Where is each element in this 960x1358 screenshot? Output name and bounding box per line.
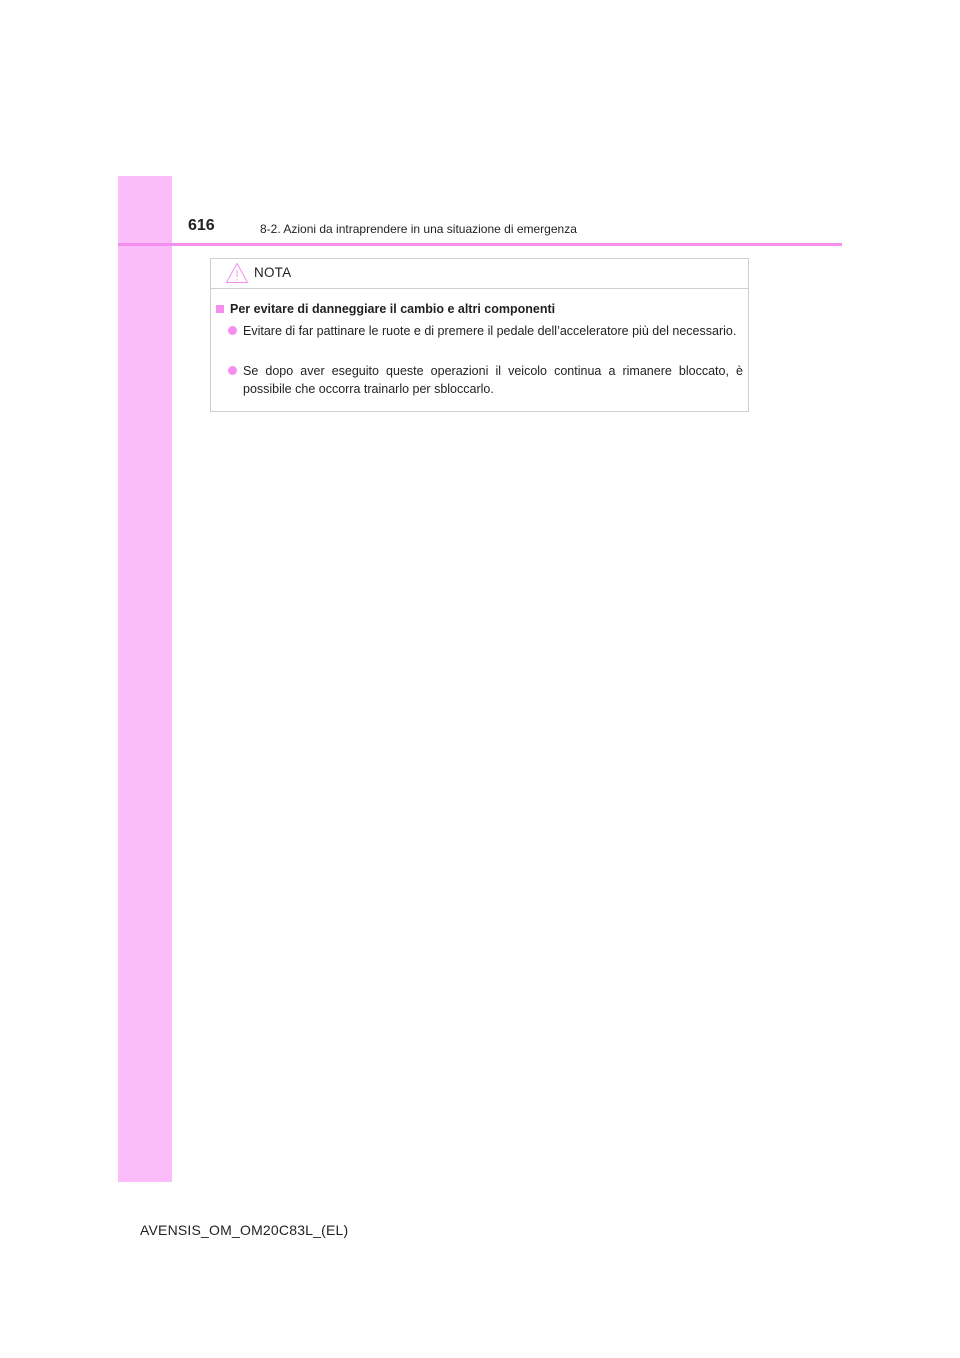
notice-heading [216, 302, 555, 316]
page-number: 616 [188, 217, 215, 234]
notice-box [210, 258, 749, 412]
list-item [228, 362, 743, 398]
header-rule [118, 243, 842, 246]
notice-label: NOTA [254, 265, 292, 280]
round-bullet-icon [228, 366, 237, 375]
section-title: 8-2. Azioni da intraprendere in una situazione di emergenza [260, 222, 577, 236]
list-item-text: Evitare di far pattinare le ruote e di premere il pedale dell’acceleratore più del necessario. [243, 324, 737, 338]
document-code: AVENSIS_OM_OM20C83L_(EL) [140, 1222, 349, 1238]
list-item [228, 322, 743, 340]
chapter-side-tab [118, 176, 172, 1182]
list-item-text: Se dopo aver eseguito queste operazioni il veicolo continua a rimanere bloccato, è possibile che occorra trainarlo per sbloccarlo. [243, 364, 743, 396]
warning-triangle-icon [225, 262, 249, 284]
square-bullet-icon [216, 305, 224, 313]
round-bullet-icon [228, 326, 237, 335]
notice-header [211, 259, 748, 289]
notice-heading-text: Per evitare di danneggiare il cambio e altri componenti [230, 302, 556, 316]
